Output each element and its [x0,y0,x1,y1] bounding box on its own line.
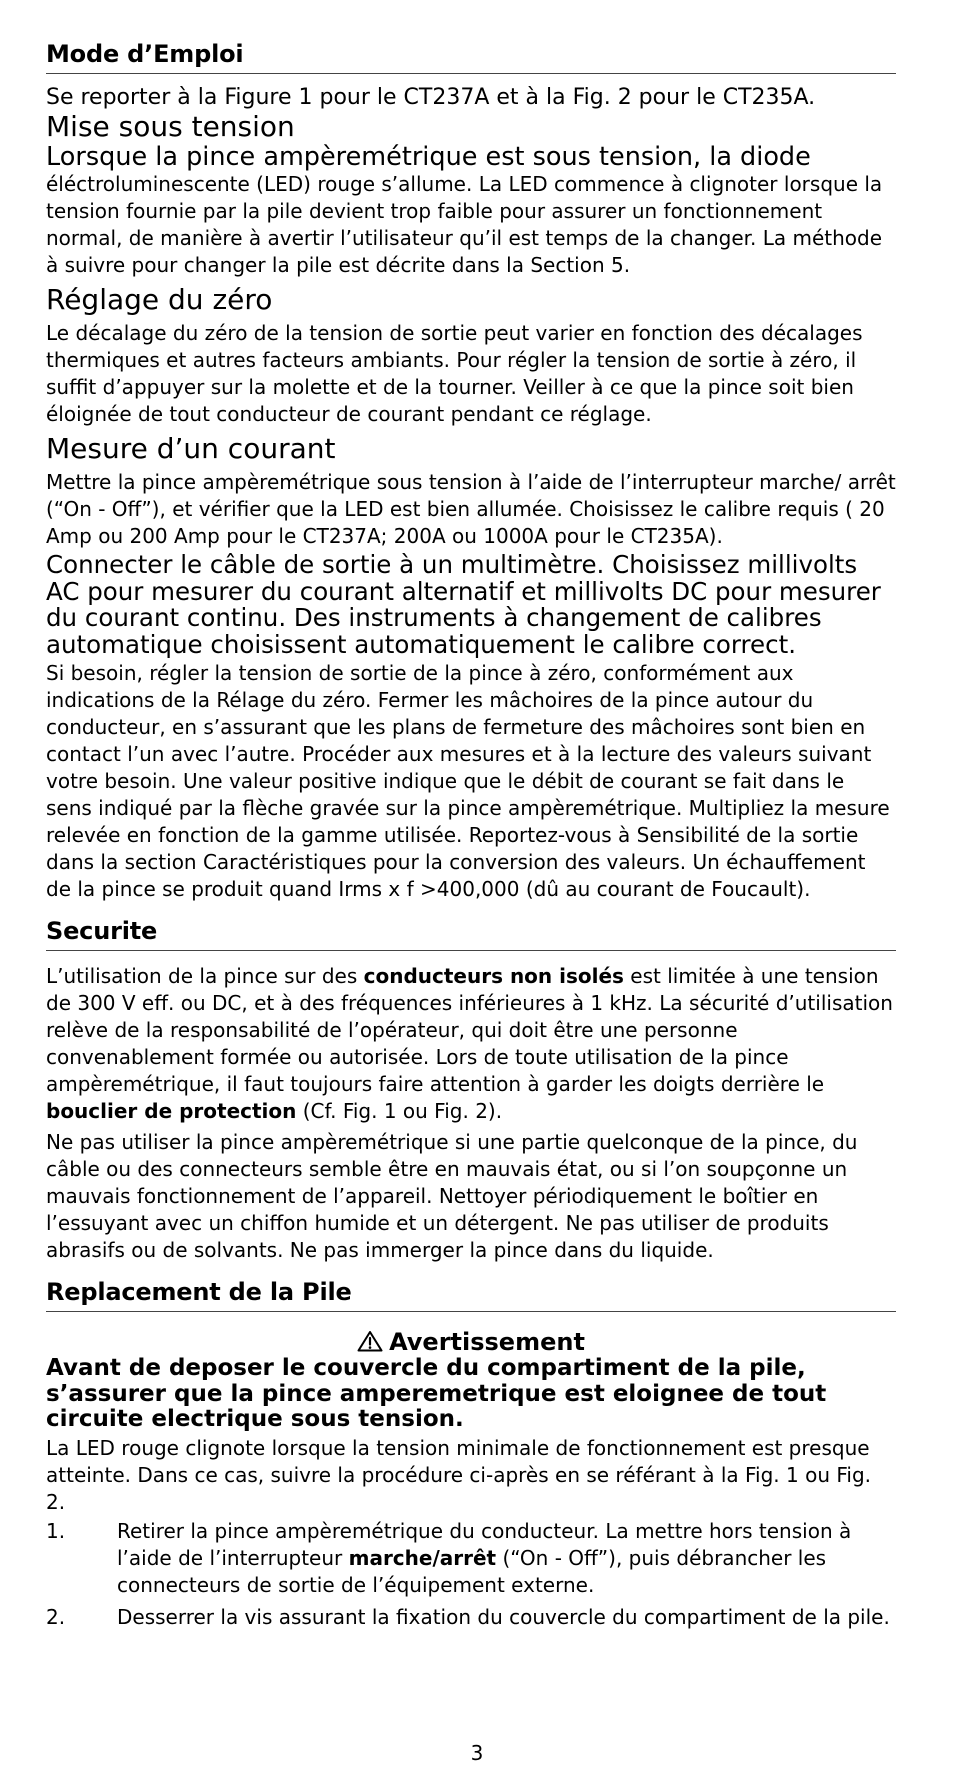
intro-paragraph: Se reporter à la Figure 1 pour le CT237A et à la Fig. 2 pour le CT235A. [46,85,816,110]
warning-title-text: Avertissement [389,1328,585,1356]
step-bold-marche-arret: marche/arrêt [348,1545,497,1570]
zero-body-text: Le décalage du zéro de la tension de sortie peut varier en fonction des décalages thermiques et autres facteurs ambiants. Pour régler la tension de sortie à zéro, il suffit d’appuyer sur la molette et de la tourner. Veiller à ce que la pince soit bien éloignée de tout conducteur de courant pendant ce réglage. [46,321,863,426]
mise-body-text: éléctroluminescente (LED) rouge s’allume. La LED commence à clignoter lorsque la tension fournie par la pile devient trop faible pour assurer un fonctionnement normal, de manière à avertir l’utilisateur qu’il est temps de la changer. La méthode à suivre pour changer la pile est décrite dans la Section 5. [46,172,883,277]
mise-lead-text: Lorsque la pince ampèremétrique est sous tension, la diode [46,142,811,172]
warning-triangle-icon [357,1330,383,1352]
securite-bold-conducteurs: conducteurs non isolés [363,964,624,988]
section-heading-securite: Securite [46,917,896,951]
mesure-paragraph-3: Si besoin, régler la tension de sortie de la pince à zéro, conformément aux indications de la Rélage du zéro. Fermer les mâchoires de la pince autour du conducteur, en s’assurant que les plans de fermeture des mâchoires sont bien en contact l’un avec l’autre. Procéder aux mesures et à la lecture des valeurs suivant votre besoin. Une valeur positive indique que le débit de courant se fait dans le sens indiqué par la flèche gravée sur la pince ampèremétrique. Multipliez la mesure relevée en fonction de la gamme utilisée. Reportez-vous à Sensibilité de la sortie dans la section Caractéristiques pour la conversion des valeurs. Un échauffement de la pince se produit quand Irms x f >400,000 (dû au courant de Foucault). [46,661,890,901]
step-number: 1. [46,1518,66,1543]
securite-bold-bouclier: bouclier de protection [46,1099,297,1123]
page-number: 3 [470,1741,484,1765]
securite-paragraph-2: Ne pas utiliser la pince ampèremétrique si une partie quelconque de la pince, du câble ou des connecteurs semble être en mauvais état, ou si l’on soupçonne un mauvais fonctionnement de l’appareil. Nettoyer périodiquement le boîtier en l’essuyant avec un chiffon humide et un détergent. Ne pas utiliser de produits abrasifs ou de solvants. Ne pas immerger la pince dans du liquide. [46,1130,858,1262]
section-heading-pile: Replacement de la Pile [46,1278,896,1312]
subheading-reglage-zero: Réglage du zéro [46,283,273,316]
list-item [46,1518,896,1599]
step-text [117,1518,896,1599]
pile-steps-list [46,1518,896,1631]
step-text: Desserrer la vis assurant la fixation du couvercle du compartiment de la pile. [117,1604,890,1629]
warning-title [46,1328,896,1356]
step-text-b: (“On - Off”), puis débrancher les connecteurs de sortie de l’équipement externe. [117,1545,827,1597]
securite-text-b: est limitée à une tension de 300 V eff. ou DC, et à des fréquences inférieures à 1 kHz. La sécurité d’utilisation relève de la responsabilité de l’opérateur, qui doit être une personne convenablement formée ou autorisée. Lors de toute utilisation de la pince ampèremétrique, il faut toujours faire attention à garder les doigts derrière le [46,964,893,1096]
step-number: 2. [46,1604,66,1629]
securite-text-a: L’utilisation de la pince sur des [46,964,364,988]
securite-text-c: (Cf. Fig. 1 ou Fig. 2). [296,1099,503,1123]
subheading-mise-sous-tension: Mise sous tension [46,110,295,143]
list-item [46,1604,896,1631]
pile-intro: La LED rouge clignote lorsque la tension minimale de fonctionnement est presque atteinte. Dans ce cas, suivre la procédure ci-après en se référant à la Fig. 1 ou Fig. 2. [46,1435,872,1514]
warning-body: Avant de deposer le couvercle du compartiment de la pile, s’assurer que la pince amperemetrique est eloignee de tout circuite electrique sous tension. [46,1355,827,1432]
mesure-paragraph-1: Mettre la pince ampèremétrique sous tension à l’aide de l’interrupteur marche/ arrêt (“On - Off”), et vérifier que la LED est bien allumée. Choisissez le calibre requis ( 20 Amp ou 200 Amp pour le CT237A; 200A ou 1000A pour le CT235A). [46,470,896,548]
step-text-a: Retirer la pince ampèremétrique du conducteur. La mettre hors tension à l’aide de l’interrupteur [117,1518,852,1570]
mesure-paragraph-2: Connecter le câble de sortie à un multimètre. Choisissez millivolts AC pour mesurer du courant alternatif et millivolts DC pour mesurer du courant continu. Des instruments à changement de calibres automatique choisissent automatiquement le calibre correct. [46,550,881,659]
securite-paragraph-1 [46,963,896,1125]
section-heading-mode-emploi: Mode d’Emploi [46,40,896,74]
page-content [46,40,896,1636]
subheading-mesure-courant: Mesure d’un courant [46,432,336,465]
